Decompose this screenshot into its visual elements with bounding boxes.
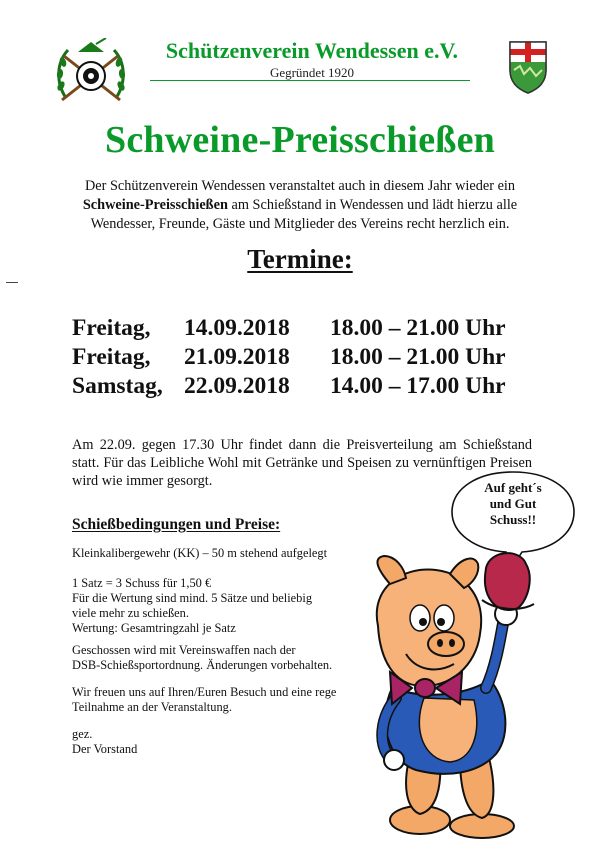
signature xyxy=(72,727,352,757)
date-row xyxy=(72,372,506,401)
date-time: 14.00 – 17.00 Uhr xyxy=(330,373,506,399)
date-day: Freitag, xyxy=(72,344,151,370)
date-time: 18.00 – 21.00 Uhr xyxy=(330,344,506,370)
rule-line: Für die Wertung sind mind. 5 Sätze und beliebig xyxy=(72,591,313,605)
date-list xyxy=(72,314,506,401)
intro-text xyxy=(72,177,528,234)
date-date: 22.09.2018 xyxy=(184,373,290,399)
conditions-weapons-note xyxy=(72,643,352,673)
date-row xyxy=(72,343,506,372)
intro-part2: am Schießstand in Wendessen und lädt hierzu alle Wendesser, Freunde, Gäste und Mitglieder des Vereins recht herzlich ein. xyxy=(90,197,518,232)
rule-line: Wertung: Gesamtringzahl je Satz xyxy=(72,621,236,635)
conditions-weapon: Kleinkalibergewehr (KK) – 50 m stehend aufgelegt xyxy=(72,546,328,560)
termine-heading: Termine: xyxy=(247,244,353,274)
date-day: Samstag, xyxy=(72,373,163,399)
header-divider xyxy=(150,80,470,81)
page-title: Schweine-Preisschießen xyxy=(104,119,495,161)
bubble-line: und Gut xyxy=(489,496,537,511)
date-date: 14.09.2018 xyxy=(184,315,290,341)
pig-mascot-icon xyxy=(350,548,540,840)
date-row xyxy=(72,314,506,343)
welcome-line: Wir freuen uns auf Ihren/Euren Besuch und eine rege xyxy=(72,685,337,699)
bubble-line: Auf geht´s xyxy=(484,480,542,495)
rule-line: viele mehr zu schießen. xyxy=(72,606,189,620)
signature-line: gez. xyxy=(72,727,93,741)
conditions-rules xyxy=(72,576,352,636)
date-day: Freitag, xyxy=(72,315,151,341)
intro-bold: Schweine-Preisschießen xyxy=(82,197,228,213)
welcome-line: Teilnahme an der Veranstaltung. xyxy=(72,700,232,714)
rule-line: 1 Satz = 3 Schuss für 1,50 € xyxy=(72,576,212,590)
club-name: Schützenverein Wendessen e.V. xyxy=(165,38,459,63)
bubble-line: Schuss!! xyxy=(489,512,537,527)
margin-mark xyxy=(6,282,18,283)
note-line: DSB-Schießsportordnung. Änderungen vorbehalten. xyxy=(72,658,333,672)
conditions-title: Schießbedingungen und Preise: xyxy=(72,516,281,533)
intro-part1: Der Schützenverein Wendessen veranstaltet auch in diesem Jahr wieder ein xyxy=(84,178,516,194)
date-time: 18.00 – 21.00 Uhr xyxy=(330,315,506,341)
award-notice: Am 22.09. gegen 17.30 Uhr findet dann die Preisverteilung am Schießstand statt. Für das Leibliche Wohl mit Getränke und Speisen zu vernünftigen Preisen wird wie immer gesorgt. xyxy=(72,437,532,489)
signature-line: Der Vorstand xyxy=(72,742,138,756)
conditions-welcome xyxy=(72,685,352,715)
note-line: Geschossen wird mit Vereinswaffen nach der xyxy=(72,643,296,657)
founded-year: Gegründet 1920 xyxy=(269,65,355,80)
speech-bubble-text xyxy=(460,480,566,528)
date-date: 21.09.2018 xyxy=(184,344,290,370)
town-coat-of-arms-icon xyxy=(508,40,548,94)
